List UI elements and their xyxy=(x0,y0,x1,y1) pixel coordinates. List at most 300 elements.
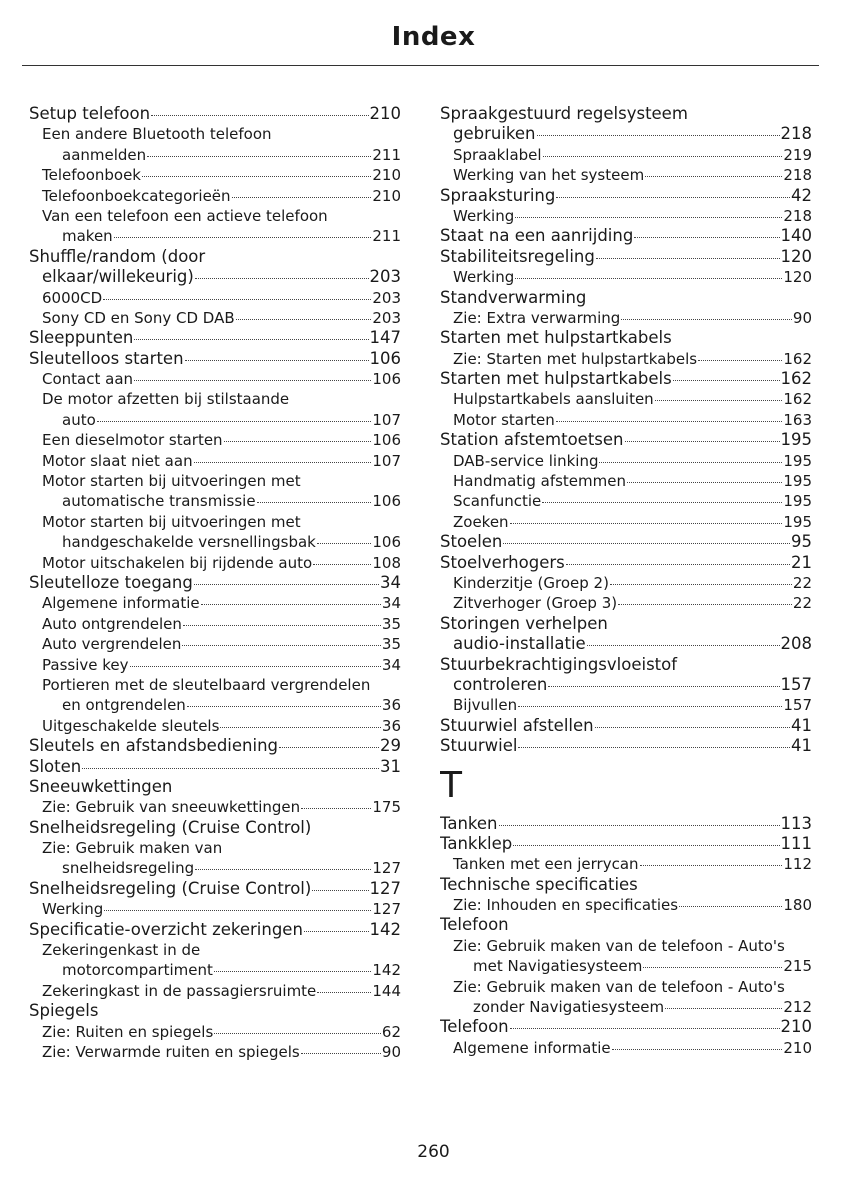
index-subentry xyxy=(440,206,812,226)
index-entry xyxy=(440,614,812,634)
index-page-ref: 29 xyxy=(380,736,401,756)
index-page-ref: 163 xyxy=(783,410,812,429)
index-page-ref: 218 xyxy=(783,166,812,185)
index-entry-text: Starten met hulpstartkabels xyxy=(440,328,672,348)
dot-leader xyxy=(104,910,371,911)
index-subentry xyxy=(440,977,812,997)
index-entry-text: Werking xyxy=(453,206,515,225)
dot-leader xyxy=(556,197,790,198)
index-entry-text: Sleutels en afstandsbediening xyxy=(29,736,278,756)
dot-leader xyxy=(130,666,381,667)
index-entry-text: Shuffle/random (door xyxy=(29,246,206,266)
index-entry-text: auto xyxy=(62,410,96,429)
index-subentry xyxy=(29,430,401,450)
index-subentry xyxy=(29,512,401,532)
dot-leader xyxy=(187,706,381,707)
index-entry-text: Snelheidsregeling (Cruise Control) xyxy=(29,878,312,898)
index-entry xyxy=(440,226,812,246)
index-entry-text: snelheidsregeling xyxy=(62,859,195,878)
index-subentry xyxy=(440,308,812,328)
index-entry-text: Zie: Gebruik maken van xyxy=(42,839,223,858)
index-entry-text: Auto vergrendelen xyxy=(42,635,182,654)
dot-leader xyxy=(625,441,780,442)
index-entry-text: Telefoon xyxy=(440,1017,509,1037)
index-entry xyxy=(440,124,812,144)
index-page-ref: 90 xyxy=(381,1042,401,1061)
dot-leader xyxy=(655,400,783,401)
index-entry xyxy=(29,267,401,287)
dot-leader xyxy=(610,584,792,585)
index-entry-text: maken xyxy=(62,227,113,246)
index-page-ref: 140 xyxy=(780,226,812,246)
dot-leader xyxy=(542,502,782,503)
index-entry-text: Telefoonboek xyxy=(42,166,141,185)
index-entry xyxy=(440,716,812,736)
index-entry xyxy=(440,875,812,895)
dot-leader xyxy=(232,197,372,198)
index-entry xyxy=(440,186,812,206)
index-subentry xyxy=(29,165,401,185)
index-subentry xyxy=(29,899,401,919)
index-page-ref: 42 xyxy=(791,185,812,205)
index-subentry xyxy=(440,349,812,369)
index-page-ref: 203 xyxy=(372,288,401,307)
index-subentry xyxy=(440,145,812,165)
dot-leader xyxy=(304,931,369,932)
index-page-ref: 219 xyxy=(783,145,812,164)
index-entry xyxy=(29,777,401,797)
index-page-ref: 215 xyxy=(783,957,812,976)
index-subentry xyxy=(29,308,401,328)
dot-leader xyxy=(236,319,372,320)
index-entry-text: Motor uitschakelen bij rijdende auto xyxy=(42,553,313,572)
index-page-ref: 195 xyxy=(783,451,812,470)
index-page-ref: 142 xyxy=(372,961,401,980)
index-entry-text: Werking van het systeem xyxy=(453,166,645,185)
index-page-ref: 108 xyxy=(372,553,401,572)
index-entry xyxy=(440,288,812,308)
index-entry-text: Motor starten xyxy=(453,410,555,429)
dot-leader xyxy=(566,564,790,565)
index-page-ref: 210 xyxy=(780,1017,812,1037)
index-entry xyxy=(29,573,401,593)
index-entry-text: Stuurwiel afstellen xyxy=(440,715,594,735)
dot-leader xyxy=(595,727,790,728)
index-entry-text: Setup telefoon xyxy=(29,104,151,123)
dot-leader xyxy=(645,176,782,177)
index-entry xyxy=(29,879,401,899)
index-entry-text: Zekeringenkast in de xyxy=(42,941,201,960)
index-page-ref: 203 xyxy=(372,308,401,327)
index-entry-text: Zoeken xyxy=(453,512,509,531)
index-page-ref: 210 xyxy=(783,1038,812,1057)
index-entry-text: 6000CD xyxy=(42,288,103,307)
index-entry xyxy=(29,1001,401,1021)
index-subentry xyxy=(29,389,401,409)
index-page-ref: 157 xyxy=(780,674,812,694)
index-entry-text: Zie: Inhouden en specificaties xyxy=(453,896,679,915)
dot-leader xyxy=(195,278,369,279)
index-entry xyxy=(29,349,401,369)
index-page-ref: 106 xyxy=(372,431,401,450)
index-entry-text: elkaar/willekeurig) xyxy=(42,267,194,287)
index-page-ref: 36 xyxy=(381,716,401,735)
dot-leader xyxy=(134,339,368,340)
index-subentry xyxy=(29,593,401,613)
index-page-ref: 34 xyxy=(381,655,401,674)
index-entry xyxy=(440,104,812,124)
index-page-ref: 22 xyxy=(792,573,812,592)
index-page-ref: 210 xyxy=(372,166,401,185)
index-entry-text: Bijvullen xyxy=(453,696,518,715)
index-page-ref: 127 xyxy=(369,878,401,898)
dot-leader xyxy=(515,217,782,218)
index-page-ref: 195 xyxy=(783,512,812,531)
dot-leader xyxy=(257,502,372,503)
dot-leader xyxy=(510,1028,780,1029)
index-entry-text: Stabiliteitsregeling xyxy=(440,246,595,266)
index-entry-text: Zekeringkast in de passagiersruimte xyxy=(42,981,317,1000)
index-page-ref: 127 xyxy=(372,859,401,878)
index-page-ref: 195 xyxy=(783,492,812,511)
index-subentry xyxy=(29,226,401,246)
index-subentry xyxy=(440,451,812,471)
index-entry-text: zonder Navigatiesysteem xyxy=(473,998,665,1017)
index-entry-text: Zitverhoger (Groep 3) xyxy=(453,594,618,613)
index-page-ref: 162 xyxy=(783,349,812,368)
index-entry-text: Werking xyxy=(453,268,515,287)
index-subentry xyxy=(440,936,812,956)
index-page-ref: 211 xyxy=(372,227,401,246)
index-subentry xyxy=(29,716,401,736)
index-subentry xyxy=(440,410,812,430)
dot-leader xyxy=(279,747,379,748)
index-page-ref: 147 xyxy=(369,328,401,348)
index-entry-text: motorcompartiment xyxy=(62,961,213,980)
index-entry-text: Zie: Starten met hulpstartkabels xyxy=(453,349,698,368)
index-subentry xyxy=(29,981,401,1001)
index-entry-text: Telefoon xyxy=(440,915,509,935)
index-page-ref: 112 xyxy=(783,855,812,874)
index-subentry xyxy=(29,471,401,491)
index-page-ref: 107 xyxy=(372,410,401,429)
dot-leader xyxy=(518,706,782,707)
index-subentry xyxy=(29,410,401,430)
index-entry-text: Sleeppunten xyxy=(29,328,134,348)
index-subentry xyxy=(29,532,401,552)
index-subentry xyxy=(440,895,812,915)
index-entry-text: Uitgeschakelde sleutels xyxy=(42,716,220,735)
dot-leader xyxy=(596,258,780,259)
index-entry-text: Zie: Gebruik van sneeuwkettingen xyxy=(42,798,301,817)
index-entry-text: Stuurbekrachtigingsvloeistof xyxy=(440,654,678,674)
index-page-ref: 162 xyxy=(780,369,812,389)
dot-leader xyxy=(618,604,792,605)
index-entry-text: Motor slaat niet aan xyxy=(42,451,193,470)
dot-leader xyxy=(518,747,790,748)
index-entry xyxy=(440,430,812,450)
index-page-ref: 22 xyxy=(792,594,812,613)
index-page-ref: 106 xyxy=(372,370,401,389)
index-subentry xyxy=(440,956,812,976)
index-entry-text: Tanken xyxy=(440,813,498,833)
index-subentry xyxy=(29,960,401,980)
dot-leader xyxy=(301,808,371,809)
index-entry-text: Spraaksturing xyxy=(440,185,556,205)
index-entry xyxy=(440,369,812,389)
dot-leader xyxy=(537,135,780,136)
dot-leader xyxy=(182,645,381,646)
dot-leader xyxy=(503,543,790,544)
dot-leader xyxy=(224,441,372,442)
index-subentry xyxy=(29,553,401,573)
index-entry xyxy=(440,736,812,756)
index-entry-text: Spraakgestuurd regelsysteem xyxy=(440,104,688,123)
dot-leader xyxy=(301,1053,381,1054)
dot-leader xyxy=(698,360,782,361)
index-entry-text: aanmelden xyxy=(62,145,147,164)
index-page-ref: 210 xyxy=(372,186,401,205)
dot-leader xyxy=(317,992,371,993)
index-entry-text: Zie: Ruiten en spiegels xyxy=(42,1022,214,1041)
index-subentry xyxy=(440,491,812,511)
dot-leader xyxy=(114,237,372,238)
index-entry-text: Auto ontgrendelen xyxy=(42,614,182,633)
index-page-ref: 41 xyxy=(791,736,812,756)
index-subentry xyxy=(29,288,401,308)
index-page-ref: 35 xyxy=(381,635,401,654)
index-entry-text: Telefoonboekcategorieën xyxy=(42,186,231,205)
index-entry-text: Een dieselmotor starten xyxy=(42,431,223,450)
index-subentry xyxy=(440,695,812,715)
index-entry-text: Portieren met de sleutelbaard vergrendelen xyxy=(42,675,371,694)
index-subentry xyxy=(29,186,401,206)
index-page-ref: 107 xyxy=(372,451,401,470)
index-entry-text: Sleutelloze toegang xyxy=(29,572,193,592)
index-page-ref: 195 xyxy=(783,472,812,491)
index-entry-text: Technische specificaties xyxy=(440,874,638,894)
index-subentry xyxy=(440,593,812,613)
index-page-ref: 120 xyxy=(783,268,812,287)
index-entry xyxy=(440,814,812,834)
dot-leader xyxy=(134,380,371,381)
index-entry-text: Scanfunctie xyxy=(453,492,542,511)
index-page-ref: 106 xyxy=(372,533,401,552)
index-entry-text: Zie: Gebruik maken van de telefoon - Auto's xyxy=(453,936,785,955)
index-entry xyxy=(29,328,401,348)
index-page-ref: 31 xyxy=(380,756,401,776)
index-subentry xyxy=(29,1042,401,1062)
index-page-ref: 175 xyxy=(372,798,401,817)
index-entry-text: Motor starten bij uitvoeringen met xyxy=(42,472,301,491)
index-entry-text: Tankklep xyxy=(440,833,513,853)
index-page-ref: 162 xyxy=(783,390,812,409)
index-subentry xyxy=(440,573,812,593)
index-entry-text: Een andere Bluetooth telefoon xyxy=(42,125,272,144)
index-subentry xyxy=(29,124,401,144)
index-page-ref: 120 xyxy=(780,246,812,266)
index-page-ref: 180 xyxy=(783,896,812,915)
index-entry xyxy=(440,328,812,348)
index-entry-text: Sloten xyxy=(29,756,82,776)
dot-leader xyxy=(587,645,780,646)
index-entry-text: Zie: Gebruik maken van de telefoon - Auto's xyxy=(453,977,785,996)
index-entry-text: Spiegels xyxy=(29,1001,99,1021)
dot-leader xyxy=(220,727,380,728)
index-page-ref: 35 xyxy=(381,614,401,633)
index-entry-text: controleren xyxy=(453,674,548,694)
dot-leader xyxy=(97,421,372,422)
index-page-ref: 211 xyxy=(372,145,401,164)
index-subentry xyxy=(29,491,401,511)
index-entry-text: Sony CD en Sony CD DAB xyxy=(42,308,235,327)
index-subentry xyxy=(440,512,812,532)
index-entry xyxy=(29,104,401,124)
index-entry-text: Stoelverhogers xyxy=(440,552,565,572)
index-page-ref: 195 xyxy=(780,430,812,450)
index-entry xyxy=(440,675,812,695)
dot-leader xyxy=(640,865,783,866)
dot-leader xyxy=(543,156,783,157)
index-subentry xyxy=(440,389,812,409)
index-subentry xyxy=(29,675,401,695)
dot-leader xyxy=(621,319,792,320)
index-page-ref: 41 xyxy=(791,715,812,735)
index-entry xyxy=(29,247,401,267)
index-entry-text: Starten met hulpstartkabels xyxy=(440,369,672,389)
index-entry xyxy=(29,818,401,838)
dot-leader xyxy=(515,278,782,279)
dot-leader xyxy=(612,1049,783,1050)
index-page-ref: 21 xyxy=(791,552,812,572)
index-page-ref: 157 xyxy=(783,696,812,715)
index-entry xyxy=(440,634,812,654)
index-page-ref: 36 xyxy=(381,696,401,715)
index-entry-text: Contact aan xyxy=(42,370,134,389)
index-page-ref: 210 xyxy=(369,104,401,123)
index-entry xyxy=(440,532,812,552)
index-subentry xyxy=(29,634,401,654)
dot-leader xyxy=(599,462,782,463)
index-page-ref: 95 xyxy=(791,532,812,552)
dot-leader xyxy=(643,967,782,968)
dot-leader xyxy=(214,971,371,972)
index-page-ref: 218 xyxy=(780,124,812,144)
index-page-ref: 127 xyxy=(372,900,401,919)
index-entry-text: en ontgrendelen xyxy=(62,696,186,715)
index-entry-text: Tanken met een jerrycan xyxy=(453,855,639,874)
dot-leader xyxy=(312,890,368,891)
dot-leader xyxy=(679,906,782,907)
dot-leader xyxy=(151,115,368,116)
index-page-ref: 113 xyxy=(780,813,812,833)
index-entry-text: Passive key xyxy=(42,655,129,674)
index-page-ref: 212 xyxy=(783,998,812,1017)
dot-leader xyxy=(194,462,372,463)
index-column-right xyxy=(440,104,812,1058)
index-subentry xyxy=(440,854,812,874)
index-page-ref: 218 xyxy=(783,206,812,225)
index-entry-text: Station afstemtoetsen xyxy=(440,430,624,450)
index-entry xyxy=(440,553,812,573)
index-entry-text: Standverwarming xyxy=(440,287,587,307)
index-entry-text: Sneeuwkettingen xyxy=(29,776,173,796)
index-entry xyxy=(440,834,812,854)
index-letter-heading: T xyxy=(440,764,462,806)
index-subentry xyxy=(29,369,401,389)
index-entry xyxy=(440,915,812,935)
index-subentry xyxy=(29,838,401,858)
dot-leader xyxy=(317,543,371,544)
dot-leader xyxy=(183,625,381,626)
index-page-ref: 34 xyxy=(380,572,401,592)
index-subentry xyxy=(440,997,812,1017)
header-rule xyxy=(22,65,819,66)
index-entry-text: Algemene informatie xyxy=(42,594,200,613)
dot-leader xyxy=(556,421,783,422)
page-title: Index xyxy=(391,22,476,52)
index-subentry xyxy=(440,267,812,287)
index-entry-text: Storingen verhelpen xyxy=(440,613,608,633)
index-entry-text: Stoelen xyxy=(440,532,503,552)
index-entry xyxy=(440,247,812,267)
index-entry-text: Sleutelloos starten xyxy=(29,348,184,368)
dot-leader xyxy=(185,360,369,361)
index-entry xyxy=(440,1017,812,1037)
index-subentry xyxy=(29,695,401,715)
index-entry-text: Werking xyxy=(42,900,104,919)
index-entry-text: audio-installatie xyxy=(453,634,586,654)
index-entry xyxy=(440,655,812,675)
index-page-ref: 62 xyxy=(381,1022,401,1041)
dot-leader xyxy=(673,380,780,381)
index-page-ref: 106 xyxy=(372,492,401,511)
index-subentry xyxy=(29,797,401,817)
index-entry-text: Handmatig afstemmen xyxy=(453,472,626,491)
dot-leader xyxy=(634,237,779,238)
index-subentry xyxy=(29,206,401,226)
index-entry-text: Hulpstartkabels aansluiten xyxy=(453,390,654,409)
index-subentry xyxy=(29,655,401,675)
index-entry-text: handgeschakelde versnellingsbak xyxy=(62,533,316,552)
index-page-ref: 144 xyxy=(372,981,401,1000)
index-entry-text: Specificatie-overzicht zekeringen xyxy=(29,919,303,939)
index-page-ref: 90 xyxy=(792,308,812,327)
index-entry-text: Staat na een aanrijding xyxy=(440,226,634,246)
dot-leader xyxy=(195,869,371,870)
index-entry-text: Stuurwiel xyxy=(440,736,518,756)
index-page-ref: 34 xyxy=(381,594,401,613)
index-subentry xyxy=(29,145,401,165)
dot-leader xyxy=(147,156,371,157)
index-entry xyxy=(29,920,401,940)
index-entry xyxy=(29,736,401,756)
index-entry-text: De motor afzetten bij stilstaande xyxy=(42,390,290,409)
index-entry-text: Motor starten bij uitvoeringen met xyxy=(42,512,301,531)
dot-leader xyxy=(194,584,379,585)
index-page-ref: 106 xyxy=(369,348,401,368)
dot-leader xyxy=(201,604,381,605)
index-entry-text: Zie: Extra verwarming xyxy=(453,308,621,327)
dot-leader xyxy=(627,482,782,483)
index-entry-text: Algemene informatie xyxy=(453,1038,611,1057)
index-entry-text: Van een telefoon een actieve telefoon xyxy=(42,206,328,225)
index-entry-text: Spraaklabel xyxy=(453,145,542,164)
index-subentry xyxy=(29,614,401,634)
index-entry-text: met Navigatiesysteem xyxy=(473,957,643,976)
index-subentry xyxy=(440,1038,812,1058)
dot-leader xyxy=(214,1033,381,1034)
